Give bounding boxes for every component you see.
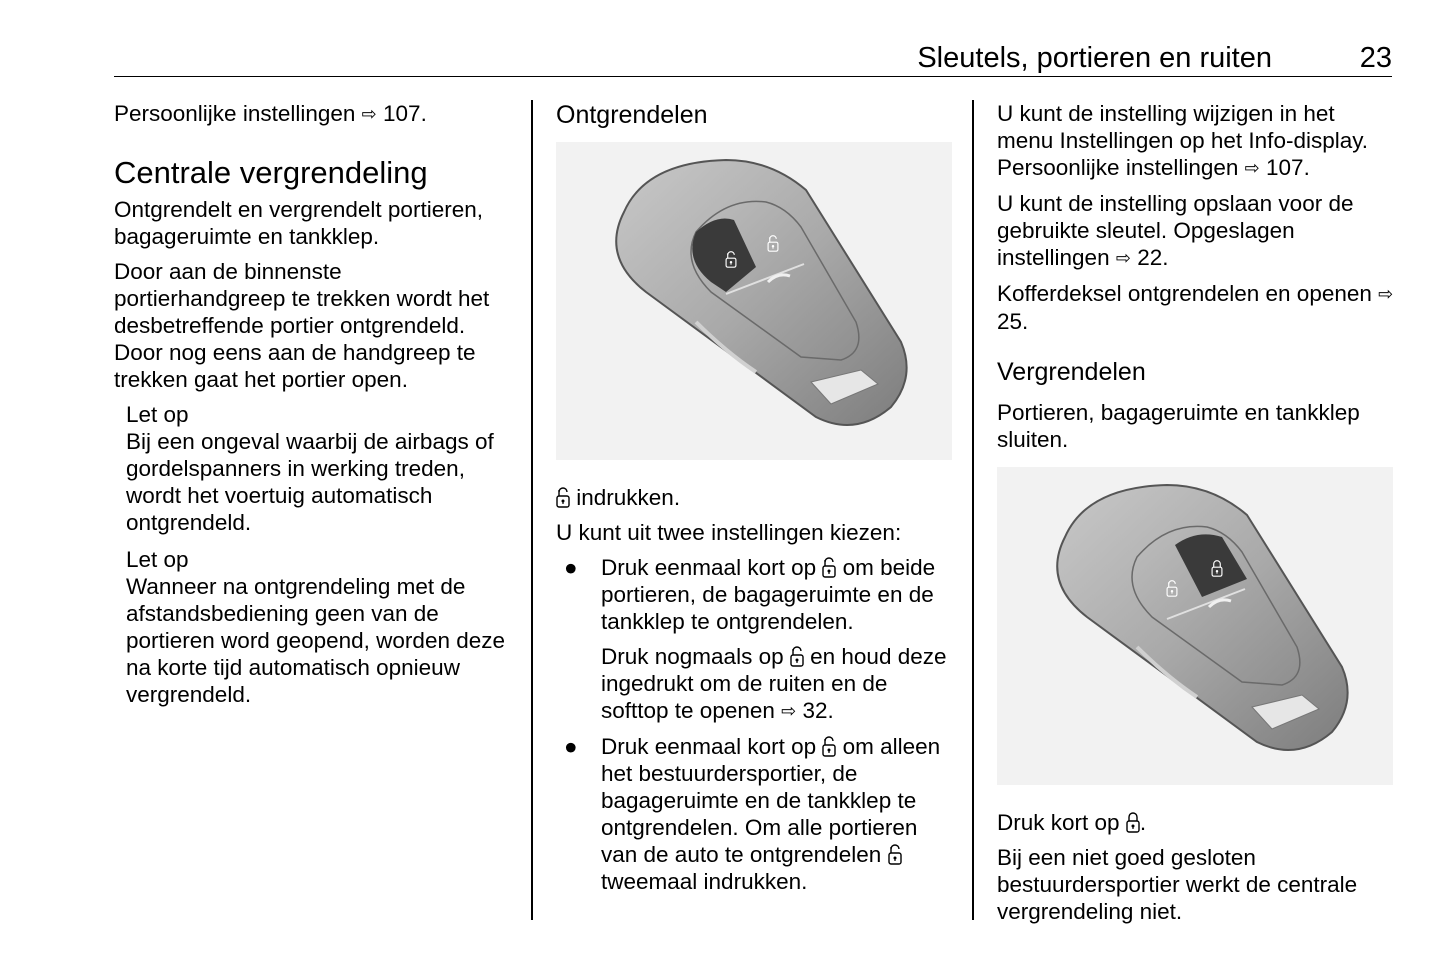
note-text: Bij een ongeval waarbij de airbags of gordelspanners in werking treden, wordt het voertuig automatisch ontgrendeld. xyxy=(126,429,494,535)
page-reference: 107. xyxy=(1266,155,1310,180)
paragraph: Druk kort op . xyxy=(997,810,1147,835)
unlock-icon xyxy=(556,486,570,508)
list-item: ● Druk eenmaal kort op om alleen het bestuurdersportier, de bagageruimte en de tankklep te ontgrendelen. Om alle portieren van de auto te ontgrendelen tweemaal indrukken. xyxy=(564,734,941,894)
section-heading: Vergrendelen xyxy=(997,358,1146,386)
page-reference: 22. xyxy=(1137,245,1169,270)
reference-arrow-icon: ⇨ xyxy=(1378,284,1394,304)
column-middle xyxy=(556,100,956,903)
paragraph: indrukken. xyxy=(556,484,956,511)
reference-arrow-icon: ⇨ xyxy=(361,104,377,124)
paragraph: Kofferdeksel ontgrendelen en openen ⇨ 25. xyxy=(997,281,1394,334)
section-heading: Centrale vergrendeling xyxy=(114,155,428,190)
page-reference: 25. xyxy=(997,309,1029,334)
bullet-icon: ● xyxy=(564,734,578,759)
chapter-title: Sleutels, portieren en ruiten xyxy=(917,42,1272,74)
list-subparagraph: Druk nogmaals op en houd deze ingedrukt om de ruiten en de softtop te openen ⇨ 32. xyxy=(601,644,947,723)
key-fob-lock-illustration xyxy=(997,467,1393,785)
paragraph: Ontgrendelt en vergrendelt portieren, bagageruimte en tankklep. xyxy=(114,197,483,249)
unlock-icon xyxy=(790,645,804,667)
reference-arrow-icon: ⇨ xyxy=(1244,158,1260,178)
list-item: ● Druk eenmaal kort op om beide portieren, de bagageruimte en de tankklep te ontgrendelen. xyxy=(564,555,936,634)
unlock-icon xyxy=(888,843,902,865)
note-text: Wanneer na ontgrendeling met de afstandsbediening geen van de portieren word geopend, worden deze na korte tijd automatisch opnieuw vergrendeld. xyxy=(126,574,506,707)
key-fob-unlock-illustration xyxy=(556,142,952,460)
paragraph: U kunt uit twee instellingen kiezen: xyxy=(556,520,902,545)
reference-arrow-icon: ⇨ xyxy=(1115,248,1131,268)
key-fob-image xyxy=(997,467,1393,785)
bullet-icon: ● xyxy=(564,555,578,580)
paragraph: Bij een niet goed gesloten bestuurdersportier werkt de centrale vergrendeling niet. xyxy=(997,845,1358,924)
paragraph: Portieren, bagageruimte en tankklep sluiten. xyxy=(997,400,1360,452)
note-title: Let op xyxy=(126,547,189,572)
note-title: Let op xyxy=(126,402,189,427)
reference-arrow-icon: ⇨ xyxy=(781,701,797,721)
key-fob-image xyxy=(556,142,952,460)
column-right xyxy=(997,100,1397,933)
unlock-icon xyxy=(822,735,836,757)
note-box xyxy=(126,401,514,536)
paragraph: U kunt de instelling wijzigen in het menu Instellingen op het Info-display. Persoonlijke instellingen ⇨ 107. xyxy=(997,101,1369,180)
paragraph: Door aan de binnenste portierhandgreep te trekken wordt het desbetreffende portier ontgrendeld. Door nog eens aan de handgreep te trekken gaat het portier open. xyxy=(114,259,490,392)
page-reference: 32. xyxy=(802,698,834,723)
lock-icon xyxy=(1126,811,1140,833)
column-divider xyxy=(972,100,974,920)
paragraph: U kunt de instelling opslaan voor de gebruikte sleutel. Opgeslagen instellingen ⇨ 22. xyxy=(997,191,1354,270)
note-box xyxy=(126,546,514,708)
page-header xyxy=(114,40,1392,77)
column-divider xyxy=(531,100,533,920)
page-reference: 107. xyxy=(383,101,427,126)
unlock-icon xyxy=(822,556,836,578)
intro-paragraph: Persoonlijke instellingen ⇨ 107. xyxy=(114,101,427,126)
section-heading: Ontgrendelen xyxy=(556,101,708,129)
column-left xyxy=(114,100,514,718)
page-number: 23 xyxy=(1359,42,1392,74)
